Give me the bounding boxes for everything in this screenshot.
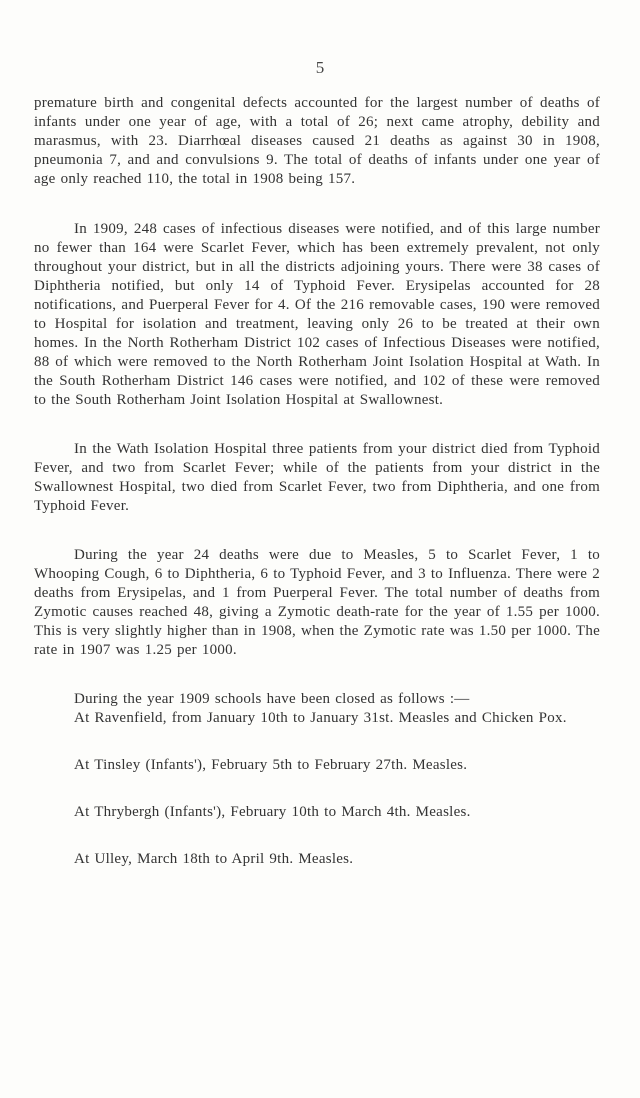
paragraph-isolation-hospital-deaths: In the Wath Isolation Hospital three patients from your district died from Typhoid Fever, and two from Scarlet Fever; while of the patients from your district in the Swallownest Hospital, two died from Scarlet Fever, two from Diphtheria, and one from Typhoid Fever. [34, 441, 600, 514]
document-body [34, 94, 600, 869]
school-closure-thrybergh: At Thrybergh (Infants'), February 10th to March 4th. Measles. [74, 804, 471, 820]
paragraph-infant-deaths: premature birth and congenital defects accounted for the largest number of deaths of infants under one year of age, with a total of 26; next came atrophy, debility and marasmus, with 23. Diarrhœal diseases caused 21 deaths as against 30 in 1908, pneumonia 7, and and convulsions 9. The total of deaths of infants under one year of age only reached 110, the total in 1908 being 157. [34, 95, 600, 187]
school-closure-tinsley: At Tinsley (Infants'), February 5th to February 27th. Measles. [74, 757, 468, 773]
page-number: 5 [315, 58, 325, 77]
school-closure-ulley: At Ulley, March 18th to April 9th. Measles. [74, 851, 354, 867]
paragraph-infectious-diseases: In 1909, 248 cases of infectious diseases were notified, and of this large number no fewer than 164 were Scarlet Fever, which has been extremely prevalent, not only throughout your district, but in all the districts adjoining yours. There were 38 cases of Diphtheria notified, but only 14 of Typhoid Fever. Erysipelas accounted for 28 notifications, and Puerperal Fever for 4. Of the 216 removable cases, 190 were removed to Hospital for isolation and treatment, leaving only 26 to be treated at their own homes. In the North Rotherham District 102 cases of Infectious Diseases were notified, 88 of which were removed to the North Rotherham Joint Isolation Hospital at Wath. In the South Rotherham District 146 cases were notified, and 102 of these were removed to the South Rotherham Joint Isolation Hospital at Swallownest. [34, 221, 600, 408]
paragraph-zymotic-deaths: During the year 24 deaths were due to Measles, 5 to Scarlet Fever, 1 to Whooping Cough, 6 to Diphtheria, 6 to Typhoid Fever, and 3 to Influenza. There were 2 deaths from Erysipelas, and 1 from Puerperal Fever. The total number of deaths from Zymotic causes reached 48, giving a Zymotic death-rate for the year of 1.55 per 1000. This is very slightly higher than in 1908, when the Zymotic rate was 1.50 per 1000. The rate in 1907 was 1.25 per 1000. [34, 547, 600, 658]
school-closure-ravenfield: At Ravenfield, from January 10th to January 31st. Measles and Chicken Pox. [74, 710, 567, 726]
paragraph-school-closures-intro: During the year 1909 schools have been closed as follows :— [74, 691, 470, 707]
